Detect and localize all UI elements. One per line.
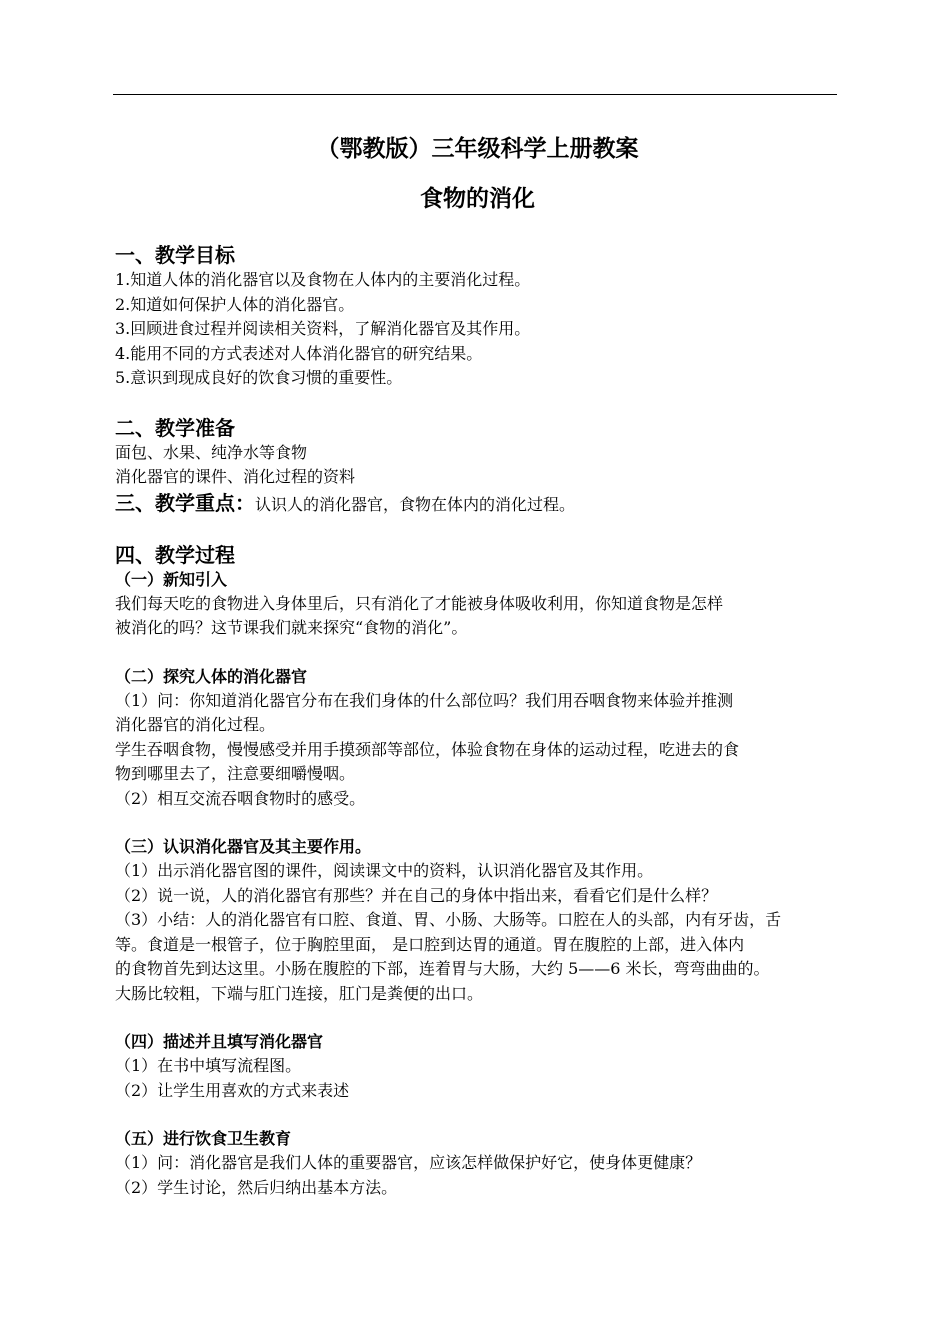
paragraph-line: （1）问：你知道消化器官分布在我们身体的什么部位吗？我们用吞咽食物来体验并推测 xyxy=(115,690,734,710)
paragraph-line: 大肠比较粗，下端与肛门连接，肛门是粪便的出口。 xyxy=(115,983,484,1003)
paragraph-line: （2）相互交流吞咽食物时的感受。 xyxy=(115,788,366,808)
paragraph-line: （3）小结：人的消化器官有口腔、食道、胃、小肠、大肠等。口腔在人的头部，内有牙齿，舌 xyxy=(115,910,782,929)
subsection-heading: （五）进行饮食卫生教育 xyxy=(115,1129,292,1148)
document-title: （鄂教版）三年级科学上册教案 xyxy=(316,136,639,162)
subsection-heading: （四）描述并且填写消化器官 xyxy=(115,1032,324,1051)
paragraph-line: （2）让学生用喜欢的方式来表述 xyxy=(115,1080,350,1100)
list-item: 面包、水果、纯净水等食物 xyxy=(115,442,308,462)
lesson-title: 食物的消化 xyxy=(420,186,535,212)
paragraph-line: （1）出示消化器官图的课件，阅读课文中的资料，认识消化器官及其作用。 xyxy=(115,861,654,880)
header-rule xyxy=(113,94,837,95)
paragraph-line: 被消化的吗？这节课我们就来探究“食物的消化”。 xyxy=(115,618,468,637)
list-item: 5.意识到现成良好的饮食习惯的重要性。 xyxy=(115,368,403,387)
list-item: 1.知道人体的消化器官以及食物在人体内的主要消化过程。 xyxy=(115,270,531,289)
section-heading: 一、教学目标 xyxy=(115,243,235,267)
section-preparation xyxy=(115,415,840,490)
section-objectives xyxy=(115,242,840,391)
subsection-heading: （一）新知引入 xyxy=(115,569,228,589)
section-process xyxy=(115,542,840,1201)
document-body xyxy=(115,130,840,1200)
paragraph-line: 的食物首先到达这里。小肠在腹腔的下部，连着胃与大肠，大约 5——6 米长，弯弯曲曲的。 xyxy=(115,959,770,978)
subsection-heading: （二）探究人体的消化器官 xyxy=(115,666,308,686)
section-heading: 四、教学过程 xyxy=(115,542,235,567)
paragraph-line: （1）问：消化器官是我们人体的重要器官，应该怎样做保护好它，使身体更健康？ xyxy=(115,1153,702,1172)
section-heading: 二、教学准备 xyxy=(115,415,235,440)
list-item: 3.回顾进食过程并阅读相关资料，了解消化器官及其作用。 xyxy=(115,319,531,338)
paragraph-line: （1）在书中填写流程图。 xyxy=(115,1056,302,1075)
keypoint-text: 认识人的消化器官，食物在体内的消化过程。 xyxy=(255,494,576,514)
list-item: 4.能用不同的方式表述对人体消化器官的研究结果。 xyxy=(115,343,483,363)
section-heading: 三、教学重点： xyxy=(115,490,255,515)
paragraph-line: 物到哪里去了，注意要细嚼慢咽。 xyxy=(115,764,356,783)
list-item: 2.知道如何保护人体的消化器官。 xyxy=(115,294,355,314)
subsection-heading: （三）认识消化器官及其主要作用。 xyxy=(115,837,372,856)
list-item: 消化器官的课件、消化过程的资料 xyxy=(115,467,356,486)
paragraph-line: 消化器官的消化过程。 xyxy=(115,715,276,734)
paragraph-line: （2）学生讨论，然后归纳出基本方法。 xyxy=(115,1177,398,1197)
paragraph-line: （2）说一说，人的消化器官有那些？并在自己的身体中指出来，看看它们是什么样？ xyxy=(115,885,718,905)
paragraph-line: 学生吞咽食物，慢慢感受并用手摸颈部等部位，体验食物在身体的运动过程，吃进去的食 xyxy=(115,739,740,759)
paragraph-line: 我们每天吃的食物进入身体里后，只有消化了才能被身体吸收利用，你知道食物是怎样 xyxy=(115,593,724,613)
paragraph-line: 等。食道是一根管子，位于胸腔里面， 是口腔到达胃的通道。胃在腹腔的上部，进入体内 xyxy=(115,934,745,954)
section-keypoint xyxy=(115,490,840,518)
